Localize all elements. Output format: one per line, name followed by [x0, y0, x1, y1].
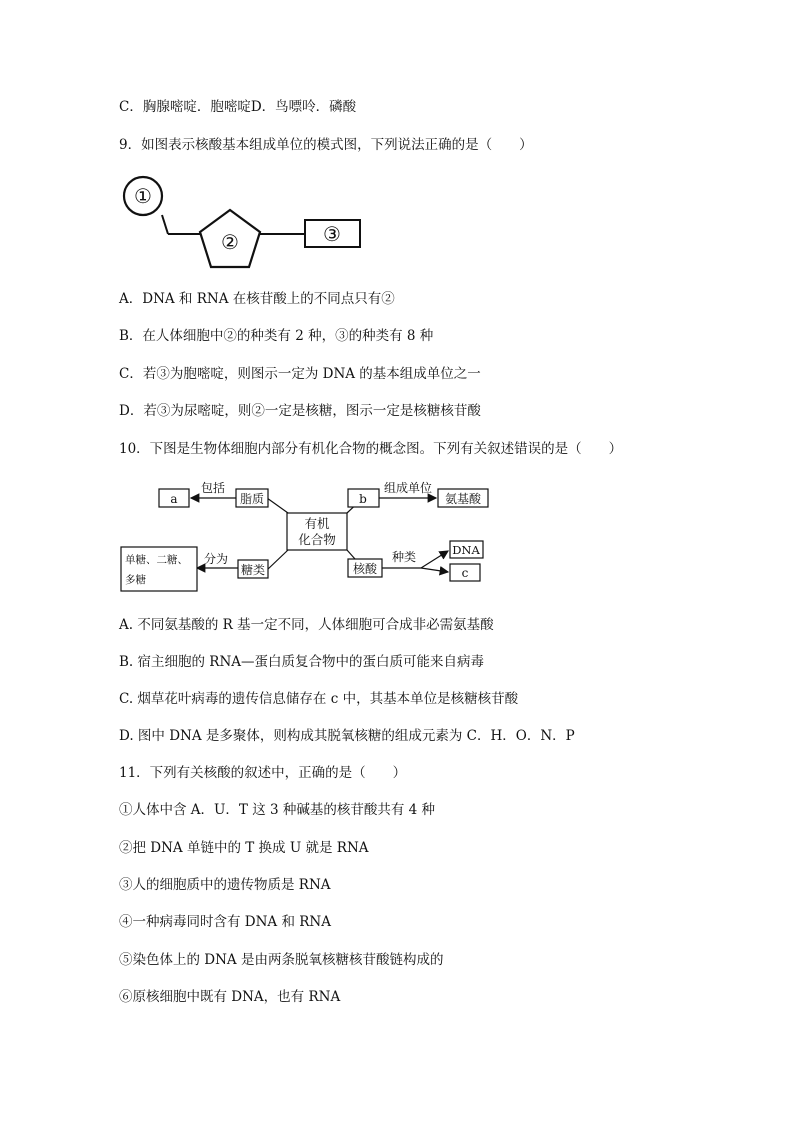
sugar-label: 糖类	[240, 563, 266, 577]
amino-acid-label: 氨基酸	[444, 492, 482, 506]
a-label: a	[170, 492, 178, 506]
sugar-types-line-1: 单糖、二糖、	[125, 554, 188, 566]
q11-item-2: ②把 DNA 单链中的 T 换成 U 就是 RNA	[119, 840, 369, 856]
q10-option-a: A. 不同氨基酸的 R 基一定不同，人体细胞可合成非必需氨基酸	[119, 617, 494, 633]
lipid-label: 脂质	[239, 492, 265, 506]
base-label: ③	[323, 222, 341, 246]
center-line-1: 有机	[304, 516, 330, 531]
divided-into-label: 分为	[203, 552, 229, 566]
concept-map	[115, 475, 500, 595]
q9-option-a: A．DNA 和 RNA 在核苷酸上的不同点只有②	[119, 291, 395, 307]
include-label: 包括	[200, 481, 226, 495]
q11-item-3: ③人的细胞质中的遗传物质是 RNA	[119, 877, 331, 893]
q9-option-c: C．若③为胞嘧啶，则图示一定为 DNA 的基本组成单位之一	[119, 366, 481, 382]
center-line-2: 化合物	[298, 532, 336, 547]
question-10-stem: 10．下图是生物体细胞内部分有机化合物的概念图。下列有关叙述错误的是（ ）	[119, 441, 623, 457]
nucleic-acid-label: 核酸	[352, 562, 378, 576]
composition-unit-label: 组成单位	[383, 481, 433, 495]
q11-item-4: ④一种病毒同时含有 DNA 和 RNA	[119, 914, 331, 930]
dna-label: DNA	[452, 543, 480, 557]
b-label: b	[359, 492, 367, 506]
q11-item-6: ⑥原核细胞中既有 DNA，也有 RNA	[119, 989, 341, 1005]
q9-option-d: D．若③为尿嘧啶，则②一定是核糖，图示一定是核糖核苷酸	[119, 403, 481, 419]
q9-option-b: B．在人体细胞中②的种类有 2 种，③的种类有 8 种	[119, 328, 434, 344]
q10-option-c: C. 烟草花叶病毒的遗传信息储存在 c 中，其基本单位是核糖核苷酸	[119, 691, 519, 707]
pentose-label: ②	[221, 230, 239, 254]
question-11-stem: 11．下列有关核酸的叙述中，正确的是（ ）	[119, 765, 407, 781]
q11-item-5: ⑤染色体上的 DNA 是由两条脱氧核糖核苷酸链构成的	[119, 952, 444, 968]
phosphate-label: ①	[134, 184, 152, 208]
kinds-label: 种类	[391, 550, 417, 564]
q11-item-1: ①人体中含 A．U．T 这 3 种碱基的核苷酸共有 4 种	[119, 802, 436, 818]
option-8c-line: C．胸腺嘧啶．胞嘧啶D．鸟嘌呤．磷酸	[119, 99, 357, 115]
question-9-stem: 9．如图表示核酸基本组成单位的模式图，下列说法正确的是（ ）	[119, 137, 533, 153]
q10-option-b: B. 宿主细胞的 RNA—蛋白质复合物中的蛋白质可能来自病毒	[119, 654, 485, 670]
nucleotide-diagram	[110, 170, 380, 280]
c-label: c	[461, 566, 469, 580]
sugar-types-line-2: 多糖	[125, 574, 146, 586]
q10-option-d: D. 图中 DNA 是多聚体，则构成其脱氧核糖的组成元素为 C．H．O．N．P	[119, 728, 575, 744]
